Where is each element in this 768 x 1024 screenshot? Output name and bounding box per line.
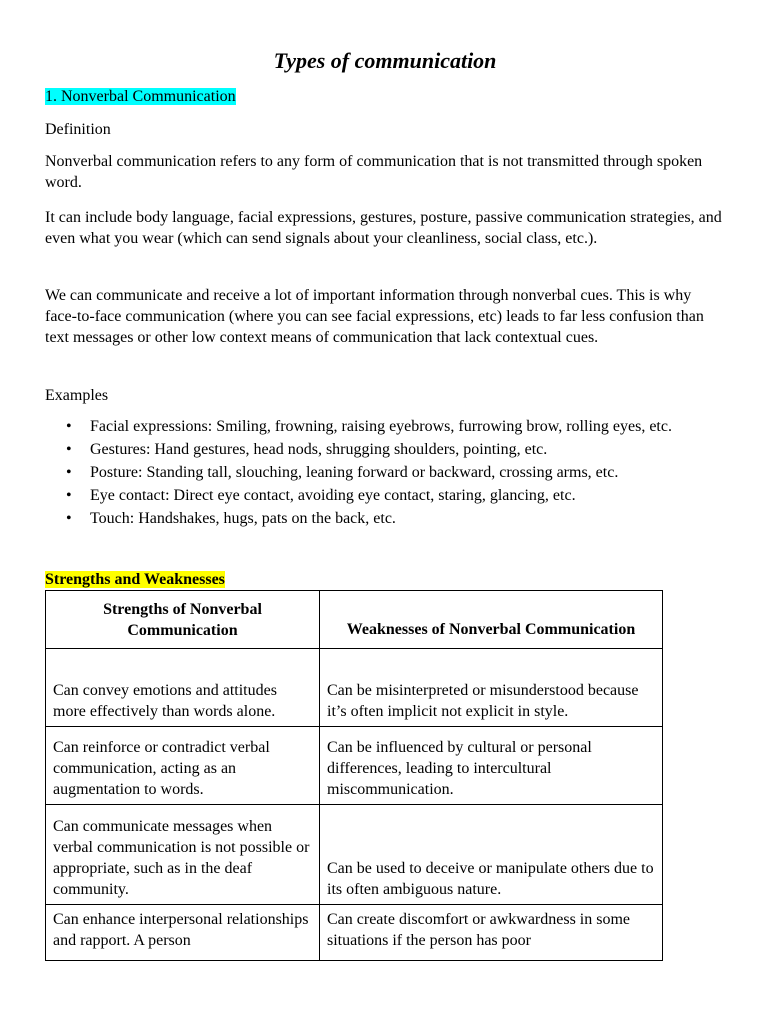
table-cell: Can communicate messages when verbal communication is not possible or appropriate, such as in the deaf community. <box>46 805 320 905</box>
table-row <box>46 905 663 961</box>
sw-heading: Strengths and Weaknesses <box>45 571 225 588</box>
table-cell: Can be used to deceive or manipulate others due to its often ambiguous nature. <box>320 805 663 905</box>
header-strengths: Strengths of Nonverbal Communication <box>46 591 320 649</box>
table-cell: Can be influenced by cultural or personal differences, leading to intercultural miscommunication. <box>320 727 663 805</box>
list-item: • Posture: Standing tall, slouching, leaning forward or backward, crossing arms, etc. <box>90 462 768 483</box>
paragraph-2: It can include body language, facial expressions, gestures, posture, passive communication strategies, and even what you wear (which can send signals about your cleanliness, social class, etc.). <box>45 209 722 247</box>
table-header-row <box>46 591 663 649</box>
table-cell: Can convey emotions and attitudes more effectively than words alone. <box>46 649 320 727</box>
list-item: • Touch: Handshakes, hugs, pats on the back, etc. <box>90 508 768 529</box>
strengths-weaknesses-table <box>45 590 663 961</box>
examples-list <box>45 416 768 531</box>
section-heading-wrap <box>45 86 725 107</box>
table-cell: Can create discomfort or awkwardness in some situations if the person has poor <box>320 905 663 961</box>
definition-label: Definition <box>45 121 111 138</box>
paragraph-3: We can communicate and receive a lot of important information through nonverbal cues. This is why face-to-face communication (where you can see facial expressions, etc) leads to far less confusion than text messages or other low context means of communication that lack contextual cues. <box>45 287 704 346</box>
section-heading: 1. Nonverbal Communication <box>45 88 236 105</box>
list-item: • Eye contact: Direct eye contact, avoiding eye contact, staring, glancing, etc. <box>90 485 768 506</box>
list-item: • Gestures: Hand gestures, head nods, shrugging shoulders, pointing, etc. <box>90 439 768 460</box>
table-row <box>46 805 663 905</box>
table-cell: Can be misinterpreted or misunderstood because it’s often implicit not explicit in style. <box>320 649 663 727</box>
list-item: • Facial expressions: Smiling, frowning, raising eyebrows, furrowing brow, rolling eyes, etc. <box>90 416 768 437</box>
examples-label: Examples <box>45 387 109 404</box>
table-row <box>46 649 663 727</box>
table-row <box>46 727 663 805</box>
page-title: Types of communication <box>273 48 497 73</box>
paragraph-1: Nonverbal communication refers to any form of communication that is not transmitted through spoken word. <box>45 153 703 191</box>
table-cell: Can enhance interpersonal relationships and rapport. A person <box>46 905 320 961</box>
header-weaknesses: Weaknesses of Nonverbal Communication <box>320 591 663 649</box>
sw-heading-wrap <box>45 569 725 590</box>
table-cell: Can reinforce or contradict verbal communication, acting as an augmentation to words. <box>46 727 320 805</box>
